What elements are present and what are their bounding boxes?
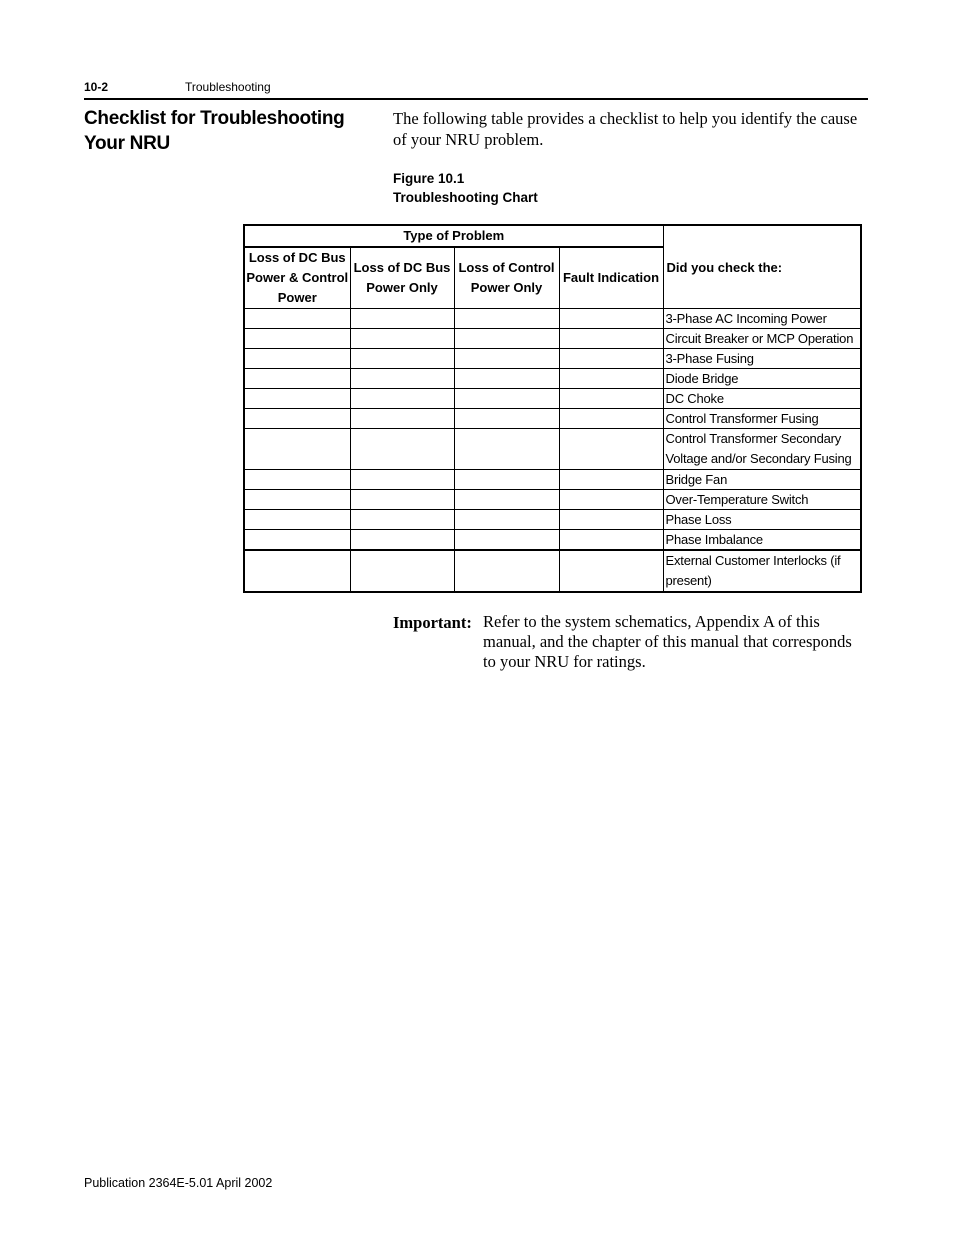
check-cell (244, 409, 350, 429)
intro-paragraph: The following table provides a checklist to help you identify the cause of your NRU problem. (393, 109, 858, 149)
checklist-item: Circuit Breaker or MCP Operation (663, 329, 861, 349)
figure-number: Figure 10.1 (393, 171, 465, 186)
column-header-dc-bus-and-control: Loss of DC Bus Power & Control Power (244, 247, 350, 309)
table-row (244, 510, 861, 530)
checklist-item: Control Transformer Fusing (663, 409, 861, 429)
check-cell (454, 389, 559, 409)
check-cell (559, 409, 663, 429)
page-number: 10-2 (84, 80, 109, 94)
header-rule (84, 98, 868, 100)
figure-title: Troubleshooting Chart (393, 190, 538, 205)
check-cell (559, 429, 663, 470)
check-cell (350, 369, 454, 389)
table-row (244, 530, 861, 551)
check-cell (244, 349, 350, 369)
check-cell (559, 309, 663, 329)
check-cell (350, 530, 454, 551)
check-cell (350, 429, 454, 470)
checklist-item: Phase Imbalance (663, 530, 861, 551)
checklist-item: 3-Phase Fusing (663, 349, 861, 369)
check-cell (559, 510, 663, 530)
checklist-item: 3-Phase AC Incoming Power (663, 309, 861, 329)
table-row (244, 550, 861, 592)
checklist-item: Phase Loss (663, 510, 861, 530)
check-cell (559, 530, 663, 551)
check-cell (350, 329, 454, 349)
check-cell (454, 329, 559, 349)
check-cell (244, 550, 350, 592)
check-cell (244, 510, 350, 530)
check-cell (559, 470, 663, 490)
running-header: Troubleshooting (185, 80, 271, 94)
check-cell (454, 530, 559, 551)
table-row (244, 329, 861, 349)
check-cell (559, 550, 663, 592)
check-cell (454, 429, 559, 470)
table-row (244, 349, 861, 369)
check-cell (454, 550, 559, 592)
important-label: Important: (393, 613, 472, 632)
check-cell (559, 349, 663, 369)
column-header-fault-indication: Fault Indication (559, 247, 663, 309)
table-row (244, 490, 861, 510)
check-header: Did you check the: (663, 225, 861, 309)
type-of-problem-header: Type of Problem (244, 225, 663, 247)
check-cell (454, 510, 559, 530)
check-cell (350, 550, 454, 592)
checklist-item: Over-Temperature Switch (663, 490, 861, 510)
check-cell (350, 309, 454, 329)
check-cell (454, 490, 559, 510)
important-note: Refer to the system schematics, Appendix A of this manual, and the chapter of this manual that corresponds to your NRU for ratings. (483, 612, 852, 671)
publication-footer: Publication 2364E-5.01 April 2002 (84, 1176, 273, 1190)
checklist-item: Diode Bridge (663, 369, 861, 389)
check-cell (244, 490, 350, 510)
table-row (244, 389, 861, 409)
check-cell (454, 409, 559, 429)
check-cell (350, 349, 454, 369)
check-cell (454, 470, 559, 490)
table-row (244, 409, 861, 429)
check-cell (559, 369, 663, 389)
column-header-control-only: Loss of Control Power Only (454, 247, 559, 309)
table-row (244, 429, 861, 470)
check-cell (244, 309, 350, 329)
column-header-dc-bus-only: Loss of DC Bus Power Only (350, 247, 454, 309)
check-cell (244, 389, 350, 409)
checklist-item: Control Transformer Secondary Voltage and/or Secondary Fusing (663, 429, 861, 470)
section-title: Checklist for Troubleshooting Your NRU (84, 108, 345, 154)
check-cell (454, 309, 559, 329)
check-cell (559, 490, 663, 510)
check-cell (244, 329, 350, 349)
checklist-item: DC Choke (663, 389, 861, 409)
checklist-item: Bridge Fan (663, 470, 861, 490)
table-row (244, 470, 861, 490)
checklist-item: External Customer Interlocks (if present) (663, 550, 861, 592)
check-cell (454, 369, 559, 389)
check-cell (350, 389, 454, 409)
check-cell (244, 429, 350, 470)
check-cell (559, 329, 663, 349)
check-cell (244, 530, 350, 551)
check-cell (244, 470, 350, 490)
table-row (244, 369, 861, 389)
table-row (244, 309, 861, 329)
troubleshooting-chart (243, 224, 862, 593)
check-cell (350, 409, 454, 429)
check-cell (350, 470, 454, 490)
check-cell (454, 349, 559, 369)
check-cell (244, 369, 350, 389)
check-cell (559, 389, 663, 409)
check-cell (350, 490, 454, 510)
check-cell (350, 510, 454, 530)
